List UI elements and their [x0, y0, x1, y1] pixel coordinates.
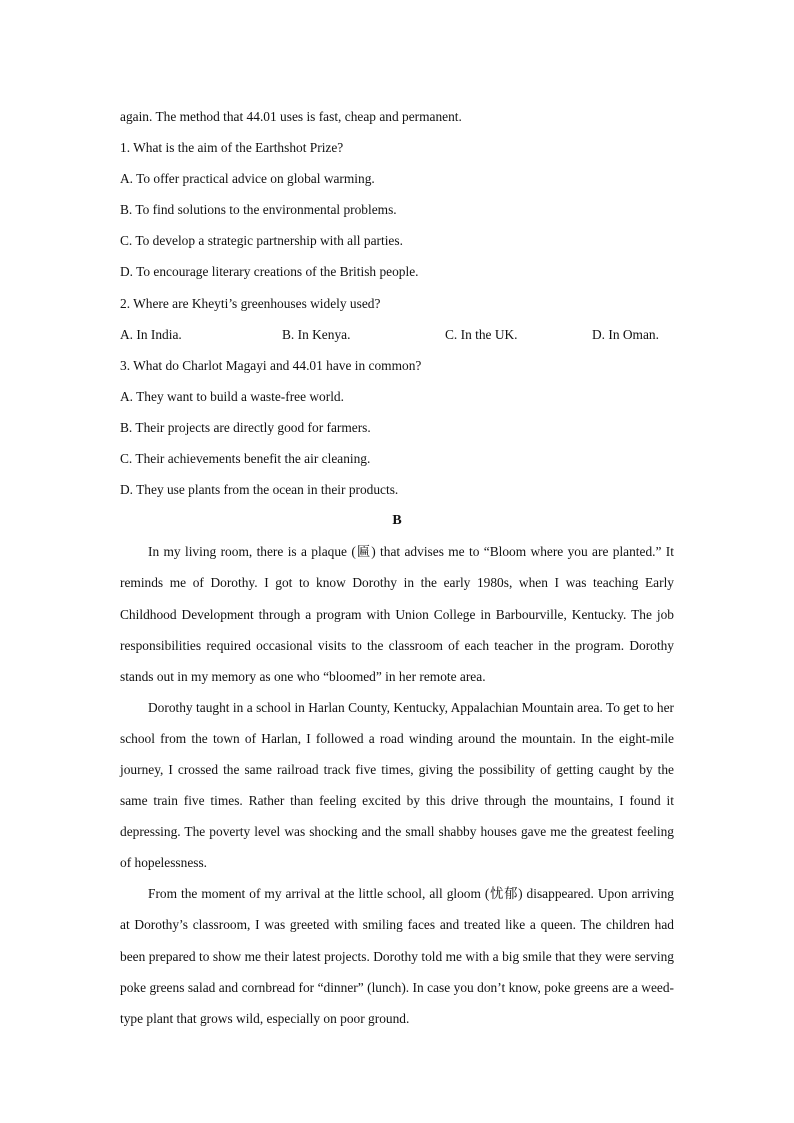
section-title: B — [392, 513, 402, 529]
document-page — [120, 101, 674, 1034]
question-1-option-b: B. To find solutions to the environmental problems. — [120, 202, 397, 218]
passage-paragraph-3: From the moment of my arrival at the little school, all gloom (忧郁) disappeared. Upon arriving at Dorothy’s classroom, I was greeted with smiling faces and treated like a queen. The children had been prepared to show me their latest projects. Dorothy told me with a big smile that they were serving poke greens salad and cornbread for “dinner” (lunch). In case you don’t know, poke greens are a weed-type plant that grows wild, especially on poor ground. — [120, 886, 674, 1026]
question-3-option-a: A. They want to build a waste-free world. — [120, 388, 344, 404]
question-2-option-a: A. In India. — [120, 326, 182, 342]
intro-tail-text: again. The method that 44.01 uses is fast, cheap and permanent. — [120, 109, 462, 124]
passage-paragraph-1: In my living room, there is a plaque (匾) that advises me to “Bloom where you are planted.” It reminds me of Dorothy. I got to know Dorothy in the early 1980s, when I was teaching Early Childhood Development through a program with Union College in Barbourville, Kentucky. The job responsibilities required occasional visits to the classroom of each teacher in the program. Dorothy stands out in my memory as one who “bloomed” in her remote area. — [120, 544, 674, 684]
question-2-option-d: D. In Oman. — [592, 326, 659, 342]
question-1-option-c: C. To develop a strategic partnership with all parties. — [120, 233, 403, 249]
question-2-options-row — [120, 319, 674, 350]
passage-paragraph-2: Dorothy taught in a school in Harlan County, Kentucky, Appalachian Mountain area. To get to her school from the town of Harlan, I followed a road winding around the mountain. In the eight-mile journey, I crossed the same railroad track five times, giving the possibility of getting caught by the same train five times. Rather than feeling excited by this drive through the mountains, I found it depressing. The poverty level was shocking and the small shabby houses gave me the greatest feeling of hopelessness. — [120, 699, 674, 871]
question-3-option-b: B. Their projects are directly good for farmers. — [120, 419, 371, 435]
question-3-option-c: C. Their achievements benefit the air cleaning. — [120, 451, 371, 467]
question-1-option-a: A. To offer practical advice on global warming. — [120, 171, 375, 187]
question-3-stem: 3. What do Charlot Magayi and 44.01 have in common? — [120, 357, 422, 373]
question-1-stem: 1. What is the aim of the Earthshot Prize? — [120, 140, 344, 156]
question-3-option-d: D. They use plants from the ocean in their products. — [120, 482, 399, 498]
question-2-option-b: B. In Kenya. — [282, 326, 351, 342]
question-2-option-c: C. In the UK. — [445, 326, 518, 342]
question-2-stem: 2. Where are Kheyti’s greenhouses widely used? — [120, 295, 381, 311]
question-1-option-d: D. To encourage literary creations of the British people. — [120, 264, 419, 280]
